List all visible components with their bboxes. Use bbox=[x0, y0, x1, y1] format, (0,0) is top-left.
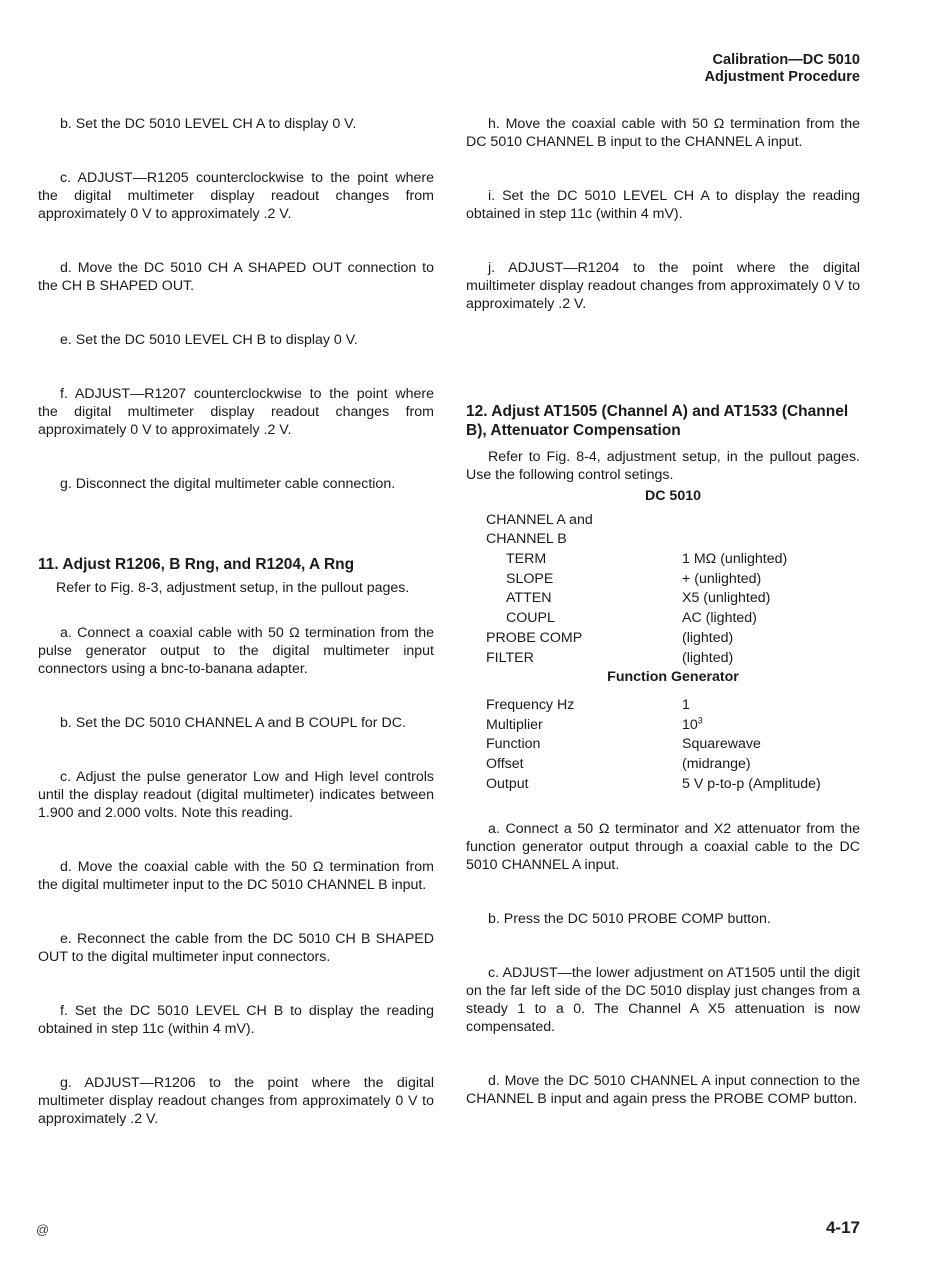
fg-setting-row bbox=[486, 696, 860, 716]
section-12-heading: 12. Adjust AT1505 (Channel A) and AT1533 (Channel B), Attenuator Compensation bbox=[466, 403, 849, 439]
dc5010-setting-row bbox=[486, 629, 860, 649]
section-11-heading: 11. Adjust R1206, B Rng, and R1204, A Rng bbox=[38, 556, 355, 573]
fg-setting-value-text: 10 bbox=[682, 716, 698, 733]
fg-setting-value-text: 1 bbox=[682, 696, 690, 713]
section-12-step-b: b. Press the DC 5010 PROBE COMP button. bbox=[488, 911, 771, 928]
dc5010-setting-value bbox=[682, 649, 733, 669]
page-number: 4-17 bbox=[825, 1218, 860, 1237]
step-e: e. Set the DC 5010 LEVEL CH B to display 0 V. bbox=[60, 332, 358, 348]
dc5010-setting-value bbox=[682, 589, 770, 609]
fg-setting-value bbox=[682, 696, 690, 716]
settings-dc5010-title: DC 5010 bbox=[645, 488, 701, 504]
section-11-step-a: a. Connect a coaxial cable with 50 Ω termination from the pulse generator output to the digital multimeter input connectors using a bnc-to-banana adapter. bbox=[38, 625, 434, 677]
dc5010-setting-label: SLOPE bbox=[506, 570, 554, 587]
dc5010-setting-value bbox=[682, 570, 761, 590]
fg-setting-label: Frequency Hz bbox=[486, 696, 575, 713]
dc5010-setting-row bbox=[486, 589, 860, 609]
dc5010-setting-value-text: (lighted) bbox=[682, 649, 734, 666]
fg-setting-value bbox=[682, 755, 751, 775]
function-generator-settings bbox=[486, 696, 860, 794]
step-b: b. Set the DC 5010 LEVEL CH A to display 0 V. bbox=[60, 116, 357, 132]
dc5010-setting-label: COUPL bbox=[506, 610, 555, 627]
settings-fg-title: Function Generator bbox=[607, 669, 739, 686]
fg-setting-value-text: Squarewave bbox=[682, 736, 761, 753]
step-i: i. Set the DC 5010 LEVEL CH A to display the reading obtained in step 11c (within 4 mV). bbox=[466, 188, 860, 222]
section-11-intro: Refer to Fig. 8-3, adjustment setup, in the pullout pages. bbox=[56, 580, 410, 596]
fg-setting-value bbox=[682, 735, 761, 755]
section-12-step-c: c. ADJUST—the lower adjustment on AT1505 until the digit on the far left side of the DC 5010 display just changes from a steady 1 to a 0. The Channel A X5 attenuation is now compensated. bbox=[466, 965, 860, 1036]
fg-setting-row bbox=[486, 775, 860, 795]
fg-setting-label: Offset bbox=[486, 755, 524, 772]
header-subtitle: Adjustment Procedure bbox=[704, 69, 860, 85]
dc5010-setting-label: CHANNEL B bbox=[486, 531, 567, 548]
section-11-step-e: e. Reconnect the cable from the DC 5010 CH B SHAPED OUT to the digital multimeter input connectors. bbox=[38, 931, 434, 965]
settings-dc5010-title-row bbox=[486, 487, 860, 507]
fg-setting-value-exponent: 3 bbox=[697, 714, 703, 725]
dc5010-setting-row bbox=[486, 609, 860, 629]
section-11-step-d: d. Move the coaxial cable with the 50 Ω termination from the digital multimeter input to the DC 5010 CHANNEL B input. bbox=[38, 859, 434, 893]
dc5010-setting-value-text: (lighted) bbox=[682, 629, 734, 646]
dc5010-setting-value-text: + (unlighted) bbox=[682, 570, 762, 587]
page-header bbox=[705, 52, 861, 86]
section-12-intro: Refer to Fig. 8-4, adjustment setup, in the pullout pages. Use the following control setings. bbox=[466, 449, 860, 483]
dc5010-setting-row bbox=[486, 570, 860, 590]
dc5010-setting-value-text: X5 (unlighted) bbox=[682, 590, 771, 607]
section-11-step-c: c. Adjust the pulse generator Low and High level controls until the display readout (digital multimeter) indicates between 1.900 and 2.000 volts. Note this reading. bbox=[38, 769, 434, 821]
fg-setting-label: Output bbox=[486, 775, 529, 792]
step-d: d. Move the DC 5010 CH A SHAPED OUT connection to the CH B SHAPED OUT. bbox=[38, 260, 434, 294]
dc5010-setting-label: TERM bbox=[506, 551, 547, 568]
step-h: h. Move the coaxial cable with 50 Ω termination from the DC 5010 CHANNEL B input to the CHANNEL A input. bbox=[466, 116, 860, 150]
dc5010-setting-row bbox=[486, 649, 860, 669]
fg-setting-value-text: (midrange) bbox=[682, 755, 751, 772]
section-11-step-f: f. Set the DC 5010 LEVEL CH B to display the reading obtained in step 11c (within 4 mV). bbox=[38, 1003, 434, 1037]
section-12-step-a: a. Connect a 50 Ω terminator and X2 attenuator from the function generator output through a coaxial cable to the DC 5010 CHANNEL A input. bbox=[466, 821, 860, 874]
fg-setting-row bbox=[486, 716, 860, 736]
dc5010-setting-row bbox=[486, 511, 860, 531]
footer-mark: @ bbox=[36, 1222, 50, 1237]
fg-setting-row bbox=[486, 755, 860, 775]
dc5010-settings bbox=[486, 511, 860, 669]
dc5010-setting-row bbox=[486, 550, 860, 570]
right-column bbox=[466, 115, 860, 1108]
settings-table bbox=[486, 487, 860, 794]
dc5010-setting-label: CHANNEL A and bbox=[486, 511, 593, 528]
fg-setting-row bbox=[486, 735, 860, 755]
fg-setting-value-text: 5 V p-to-p (Amplitude) bbox=[682, 775, 821, 792]
fg-setting-value bbox=[682, 775, 821, 795]
left-column bbox=[38, 115, 434, 1128]
settings-fg-title-row bbox=[486, 668, 860, 688]
section-12-step-d: d. Move the DC 5010 CHANNEL A input connection to the CHANNEL B input and again press the PROBE COMP button. bbox=[466, 1073, 860, 1108]
header-title: Calibration—DC 5010 bbox=[712, 52, 860, 68]
dc5010-setting-label: PROBE COMP bbox=[486, 629, 583, 646]
dc5010-setting-row bbox=[486, 530, 860, 550]
dc5010-setting-value bbox=[682, 609, 757, 629]
step-f: f. ADJUST—R1207 counterclockwise to the point where the digital multimeter display readout changes from approximately 0 V to approximately .2 V. bbox=[38, 386, 434, 438]
fg-setting-value bbox=[682, 716, 703, 736]
step-c: c. ADJUST—R1205 counterclockwise to the point where the digital multimeter display readout changes from approximately 0 V to approximately .2 V. bbox=[38, 170, 434, 222]
dc5010-setting-label: FILTER bbox=[486, 649, 534, 666]
fg-setting-label: Multiplier bbox=[486, 716, 543, 733]
dc5010-setting-label: ATTEN bbox=[506, 590, 552, 607]
dc5010-setting-value bbox=[682, 550, 787, 570]
section-11-step-b: b. Set the DC 5010 CHANNEL A and B COUPL for DC. bbox=[60, 715, 406, 731]
dc5010-setting-value-text: AC (lighted) bbox=[682, 610, 757, 627]
dc5010-setting-value bbox=[682, 629, 733, 649]
step-g: g. Disconnect the digital multimeter cable connection. bbox=[60, 476, 396, 492]
step-j: j. ADJUST—R1204 to the point where the digital muiltimeter display readout changes from approximately 0 V to approximately .2 V. bbox=[466, 260, 860, 312]
dc5010-setting-value-text: 1 MΩ (unlighted) bbox=[682, 551, 788, 568]
section-11-step-g: g. ADJUST—R1206 to the point where the digital multimeter display readout changes from approximately 0 V to approximately .2 V. bbox=[38, 1075, 434, 1127]
fg-setting-label: Function bbox=[486, 736, 541, 753]
